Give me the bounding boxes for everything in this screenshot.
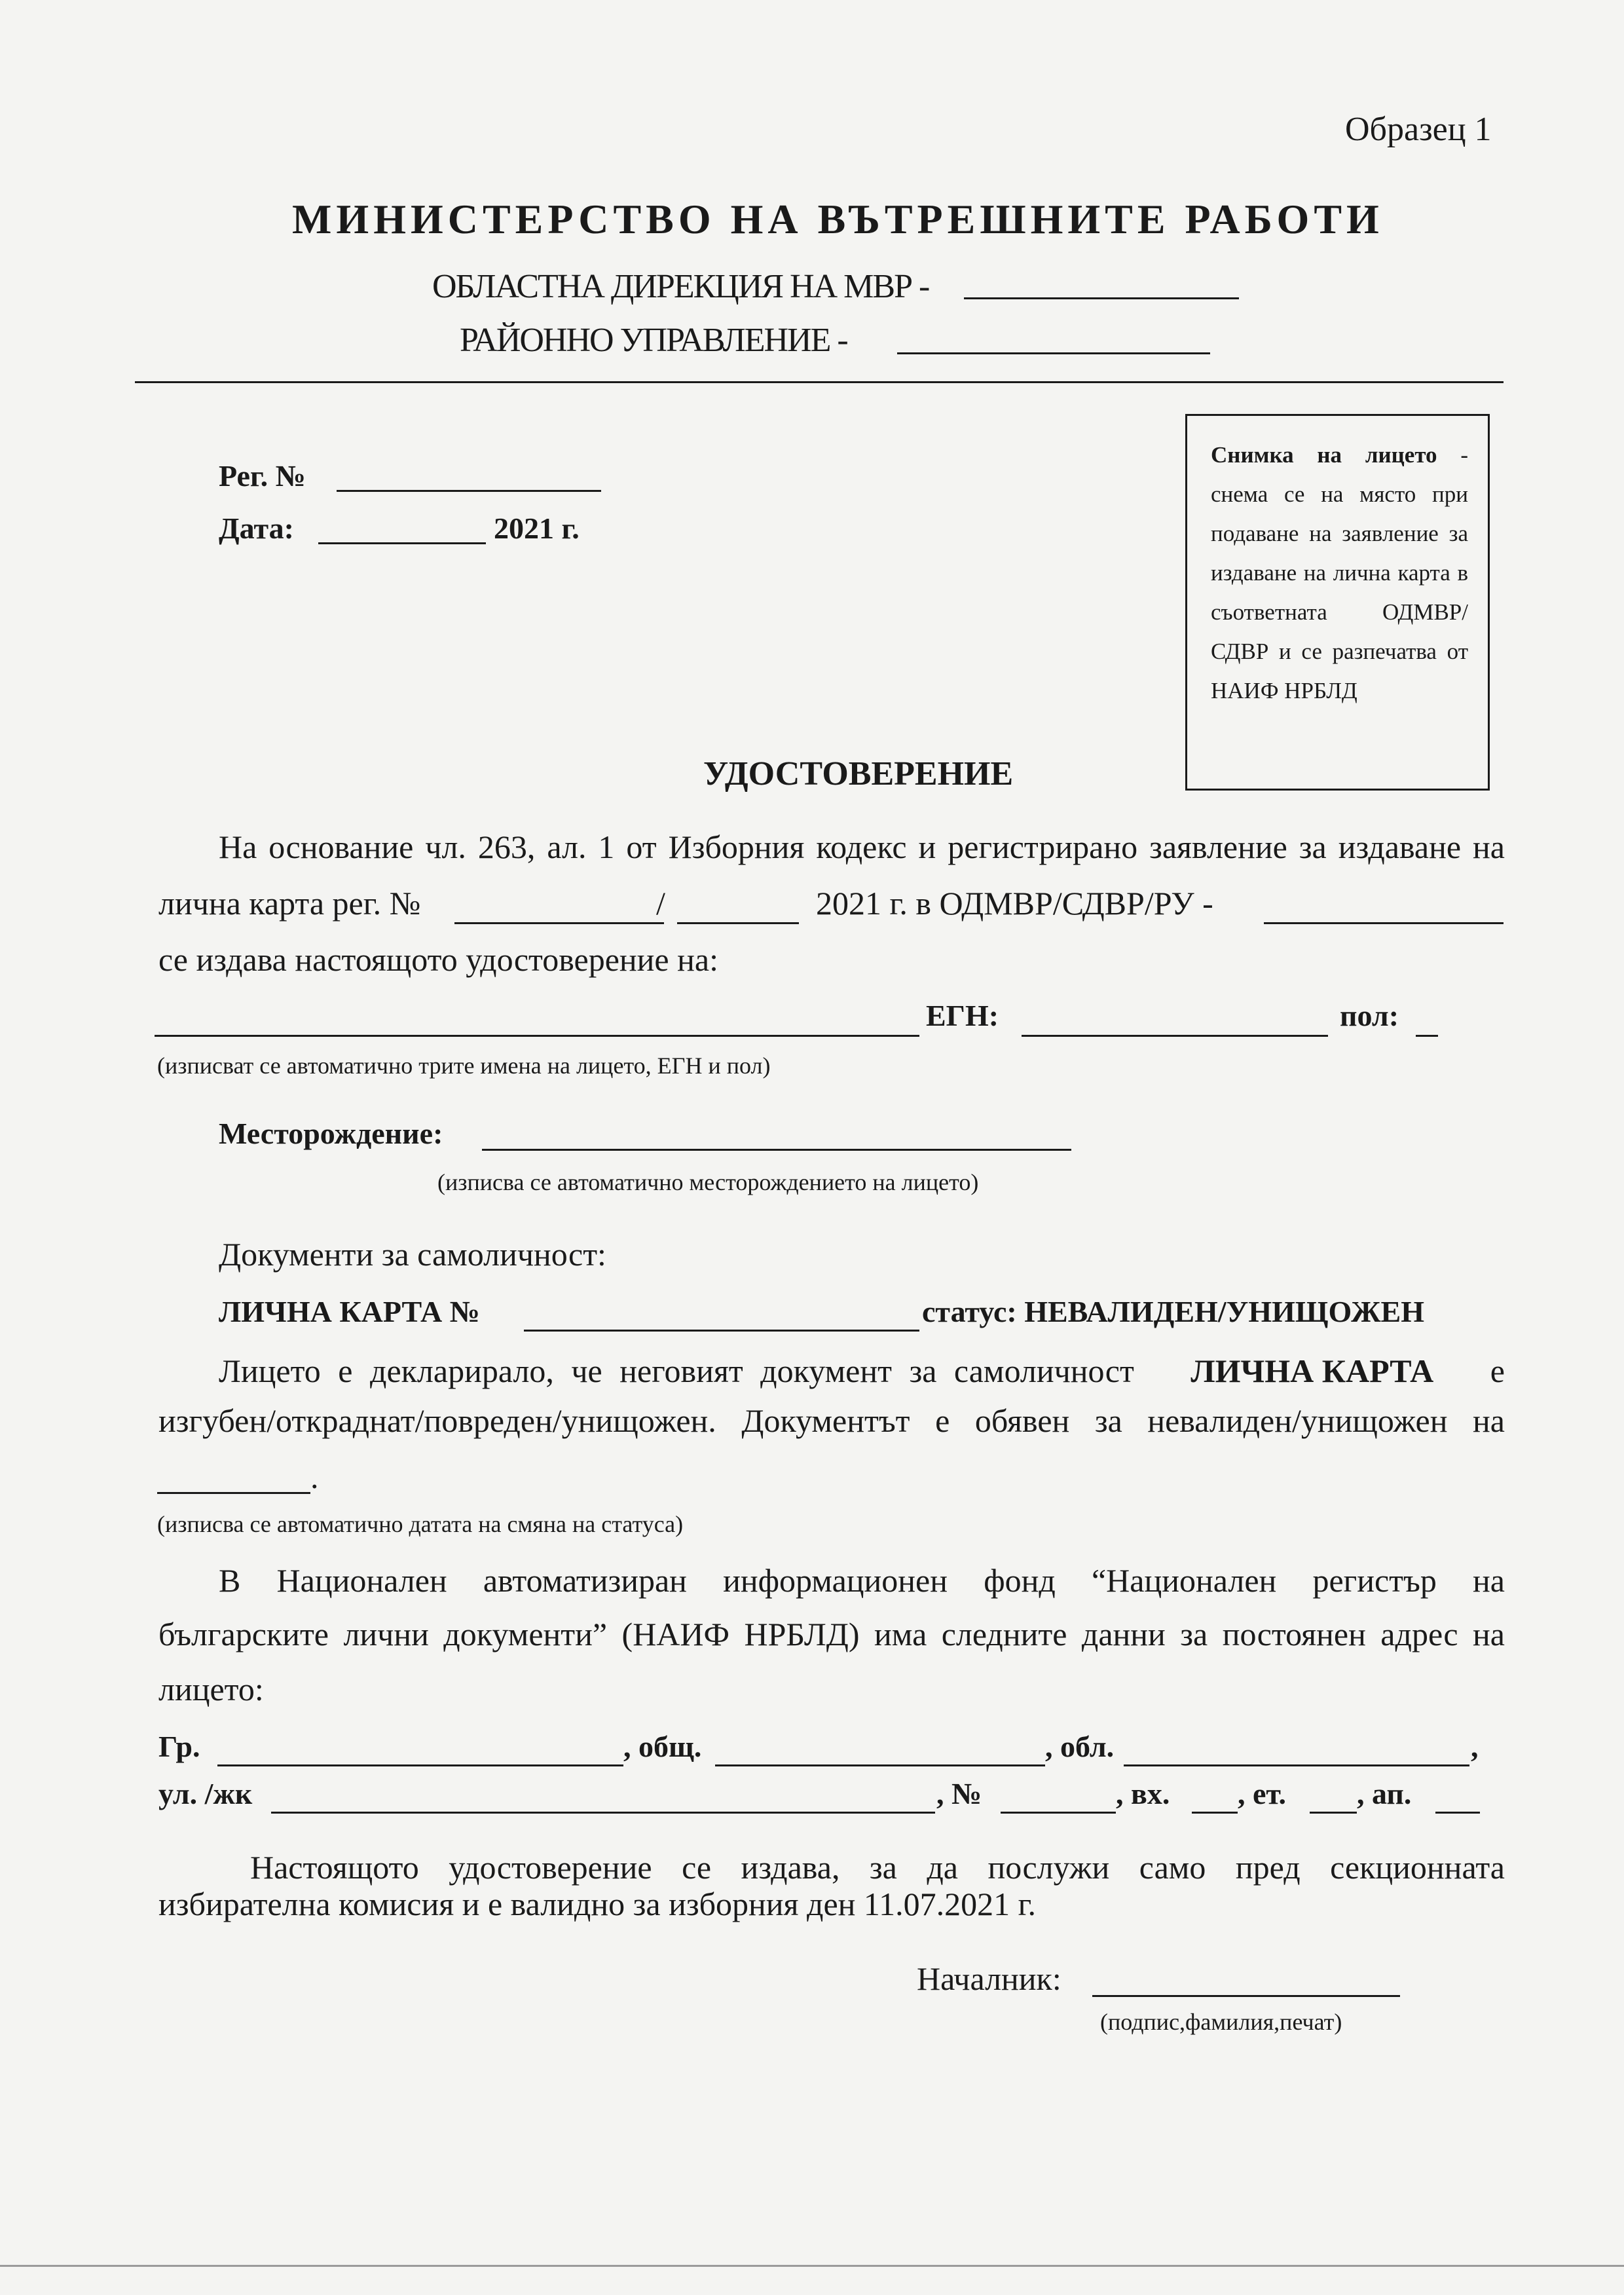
district-label: РАЙОННО УПРАВЛЕНИЕ -	[460, 322, 847, 359]
region-blank	[1124, 1764, 1469, 1766]
status-date-blank	[157, 1492, 310, 1494]
number-blank	[1001, 1812, 1116, 1814]
number-label: , №	[936, 1777, 982, 1810]
floor-label: , ет.	[1238, 1777, 1287, 1810]
office-blank	[1264, 922, 1504, 924]
signature-note: (подпис,фамилия,печат)	[1100, 2009, 1342, 2035]
birthplace-label: Месторождение:	[219, 1117, 443, 1150]
date-year: 2021 г.	[494, 512, 580, 545]
photo-placeholder-box	[1185, 414, 1490, 791]
date-blank	[318, 542, 486, 544]
entrance-label: , вх.	[1116, 1777, 1170, 1810]
reg-number-label: Рег. №	[219, 459, 306, 493]
apartment-blank	[1435, 1812, 1480, 1814]
person-note: (изписват се автоматично трите имена на лицето, ЕГН и пол)	[157, 1053, 771, 1079]
application-suffix-blank	[677, 922, 799, 924]
city-label: Гр.	[158, 1730, 200, 1763]
declaration-line-1b: е	[1490, 1353, 1505, 1389]
intro-line-1: На основание чл. 263, ал. 1 от Изборния кодекс и регистрирано заявление за издаване на	[219, 829, 1505, 865]
declaration-line-2: изгубен/откраднат/повреден/унищожен. Документът е обявен за невалиден/унищожен на	[158, 1402, 1505, 1439]
intro-line-2b: 2021 г. в ОДМВР/СДВР/РУ -	[816, 885, 1213, 922]
chief-signature-blank	[1092, 1995, 1400, 1997]
id-card-label: ЛИЧНА КАРТА №	[219, 1295, 480, 1328]
reg-number-blank	[337, 490, 601, 492]
photo-instructions-lead: Снимка на лицето	[1211, 442, 1437, 468]
sample-label: Образец 1	[1345, 111, 1492, 148]
intro-line-2a: лична карта рег. №	[158, 885, 421, 922]
registry-line-2: българските лични документи” (НАИФ НРБЛД) има следните данни за постоянен адрес на	[158, 1616, 1505, 1652]
scan-edge	[0, 2265, 1624, 2267]
birthplace-note: (изписва се автоматично месторождението на лицето)	[437, 1169, 979, 1195]
id-card-status: статус: НЕВАЛИДЕН/УНИЩОЖЕН	[922, 1295, 1425, 1328]
directorate-blank	[964, 297, 1239, 299]
header-rule	[135, 381, 1504, 383]
date-label: Дата:	[219, 512, 294, 545]
region-comma: ,	[1471, 1730, 1479, 1763]
application-number-blank	[454, 922, 664, 924]
photo-instructions-text: - снема се на място при подаване на заявление за издаване на лична карта в съответната ОДМВР/СДВР и се разпечатва от НАИФ НРБЛД	[1211, 442, 1469, 703]
intro-line-3: се издава настоящото удостоверение на:	[158, 941, 718, 978]
municipality-label: , общ.	[623, 1730, 702, 1763]
chief-label: Началник:	[917, 1960, 1061, 1997]
declaration-id-card: ЛИЧНА КАРТА	[1190, 1353, 1434, 1389]
validity-line-2: избирателна комисия и е валидно за изборния ден 11.07.2021 г.	[158, 1886, 1036, 1922]
registry-line-1: В Национален автоматизиран информационен фонд “Национален регистър на	[219, 1562, 1505, 1599]
municipality-blank	[715, 1764, 1045, 1766]
birthplace-blank	[482, 1149, 1071, 1151]
declaration-note: (изписва се автоматично датата на смяна на статуса)	[157, 1511, 684, 1537]
apartment-label: , ап.	[1357, 1777, 1412, 1810]
document-title: УДОСТОВЕРЕНИЕ	[703, 755, 1014, 793]
declaration-line-1	[219, 1352, 1505, 1390]
documents-heading: Документи за самоличност:	[219, 1236, 606, 1273]
id-card-number-blank	[524, 1330, 919, 1332]
photo-instructions	[1211, 436, 1468, 711]
street-blank	[271, 1812, 935, 1814]
sex-label: пол:	[1340, 999, 1399, 1032]
full-name-blank	[155, 1035, 919, 1037]
egn-blank	[1022, 1035, 1328, 1037]
ministry-title: МИНИСТЕРСТВО НА ВЪТРЕШНИТЕ РАБОТИ	[292, 196, 1384, 242]
declaration-line-1a: Лицето е декларирало, че неговият документ за самоличност	[219, 1353, 1134, 1389]
city-blank	[217, 1764, 623, 1766]
application-slash: /	[656, 885, 665, 922]
entrance-blank	[1192, 1812, 1238, 1814]
region-label: , обл.	[1045, 1730, 1115, 1763]
validity-line-1: Настоящото удостоверение се издава, за да послужи само пред секционната	[250, 1849, 1505, 1886]
floor-blank	[1310, 1812, 1357, 1814]
registry-line-3: лицето:	[158, 1671, 264, 1707]
street-label: ул. /жк	[158, 1777, 253, 1810]
declaration-period: .	[310, 1459, 319, 1495]
district-blank	[897, 352, 1210, 354]
egn-label: ЕГН:	[926, 999, 999, 1032]
directorate-label: ОБЛАСТНА ДИРЕКЦИЯ НА МВР -	[432, 268, 929, 305]
sex-blank	[1416, 1035, 1438, 1037]
